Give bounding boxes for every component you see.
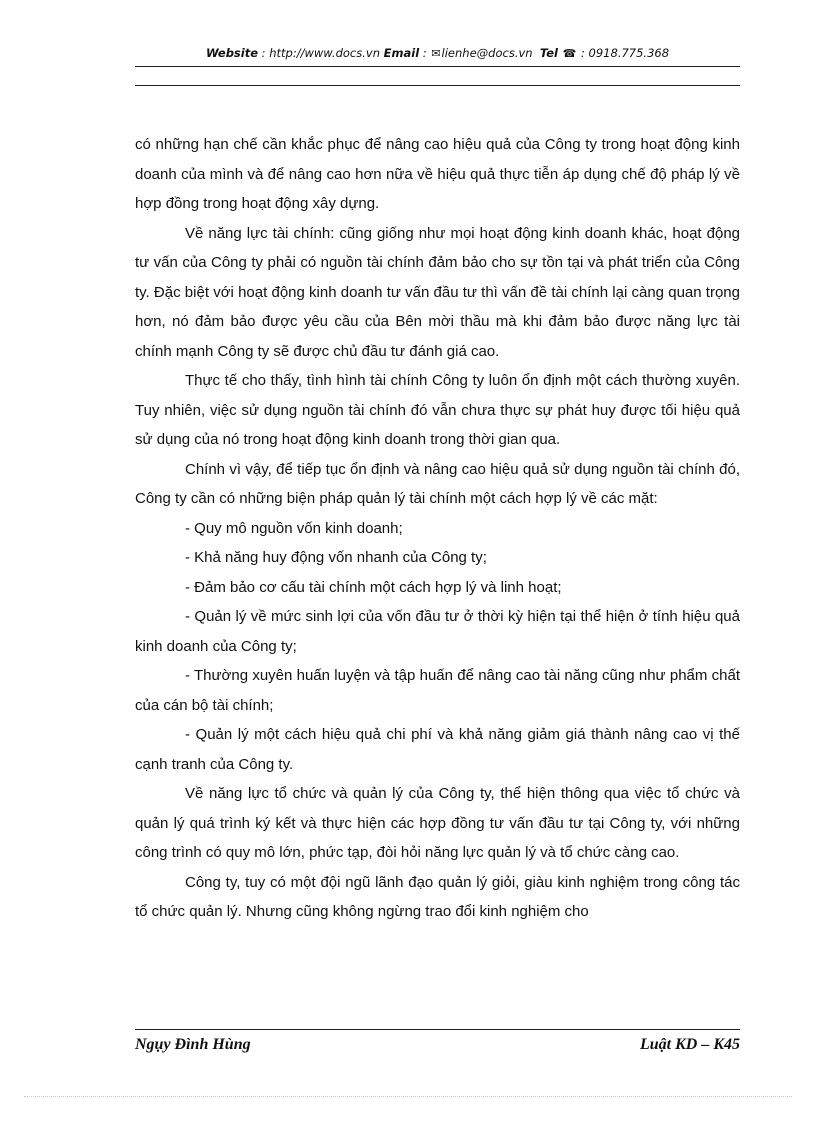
website-url[interactable]: http://www.docs.vn bbox=[269, 46, 380, 60]
list-item: - Quản lý về mức sinh lợi của vốn đầu tư ở thời kỳ hiện tại thể hiện ở tính hiệu quả kinh doanh của Công ty; bbox=[135, 608, 740, 655]
list-item: - Đảm bảo cơ cấu tài chính một cách hợp lý và linh hoạt; bbox=[185, 578, 562, 596]
email-value[interactable]: lienhe@docs.vn bbox=[441, 46, 533, 60]
tel-separator: : bbox=[577, 46, 589, 60]
tel-label: Tel bbox=[539, 46, 558, 60]
page-edge-divider bbox=[24, 1096, 792, 1097]
paragraph: Công ty, tuy có một đội ngũ lãnh đạo quản lý giỏi, giàu kinh nghiệm trong công tác tổ chức quản lý. Nhưng cũng không ngừng trao đổi kinh nghiệm cho bbox=[135, 873, 740, 920]
email-label: Email bbox=[383, 46, 420, 60]
list-item: - Quy mô nguồn vốn kinh doanh; bbox=[185, 519, 403, 537]
footer-rule bbox=[135, 1029, 740, 1030]
email-icon: ✉ bbox=[431, 47, 441, 60]
header-rule bbox=[135, 66, 740, 67]
header-rule-secondary bbox=[135, 85, 740, 86]
list-item: - Khả năng huy động vốn nhanh của Công ty; bbox=[185, 549, 487, 566]
footer-course: Luật KD – K45 bbox=[639, 1036, 740, 1053]
list-item: - Thường xuyên huấn luyện và tập huấn để nâng cao tài năng cũng như phẩm chất của cán bộ tài chính; bbox=[135, 667, 740, 714]
footer-author: Ngụy Đình Hùng bbox=[135, 1036, 251, 1053]
paragraph: Về năng lực tổ chức và quản lý của Công ty, thể hiện thông qua việc tổ chức và quản lý quá trình ký kết và thực hiện các hợp đồng tư vấn đầu tư tại Công ty, với những công trình có quy mô lớn, phức tạp, đòi hỏi năng lực quản lý và tổ chức càng cao. bbox=[135, 785, 740, 861]
page-header bbox=[135, 46, 740, 60]
email-separator: : bbox=[419, 46, 431, 60]
phone-icon: ☎ bbox=[562, 47, 577, 60]
paragraph: có những hạn chế cần khắc phục để nâng cao hiệu quả của Công ty trong hoạt động kinh doanh của mình và để nâng cao hơn nữa về hiệu quả thực tiễn áp dụng chế độ pháp lý về hợp đồng trong hoạt động xây dựng. bbox=[135, 136, 740, 212]
document-body bbox=[135, 130, 740, 927]
paragraph: Về năng lực tài chính: cũng giống như mọi hoạt động kinh doanh khác, hoạt động tư vấn của Công ty phải có nguồn tài chính đảm bảo cho sự tồn tại và phát triển của Công ty. Đặc biệt với hoạt động kinh doanh tư vấn đầu tư thì vấn đề tài chính lại càng quan trọng hơn, nó đảm bảo được yêu cầu của Bên mời thầu mà khi đảm bảo được năng lực tài chính mạnh Công ty sẽ được chủ đầu tư đánh giá cao. bbox=[135, 224, 740, 360]
tel-value: 0918.775.368 bbox=[588, 46, 670, 60]
website-label: Website bbox=[205, 46, 259, 60]
list-item: - Quản lý một cách hiệu quả chi phí và khả năng giảm giá thành nâng cao vị thế cạnh tranh của Công ty. bbox=[135, 726, 740, 773]
paragraph: Thực tế cho thấy, tình hình tài chính Công ty luôn ổn định một cách thường xuyên. Tuy nhiên, việc sử dụng nguồn tài chính đó vẫn chưa thực sự phát huy được tối hiệu quả sử dụng của nó trong hoạt động kinh doanh trong thời gian qua. bbox=[135, 372, 740, 448]
paragraph: Chính vì vậy, để tiếp tục ổn định và nâng cao hiệu quả sử dụng nguồn tài chính đó, Công ty cần có những biện pháp quản lý tài chính một cách hợp lý về các mặt: bbox=[135, 460, 740, 507]
website-separator: : bbox=[258, 46, 270, 60]
